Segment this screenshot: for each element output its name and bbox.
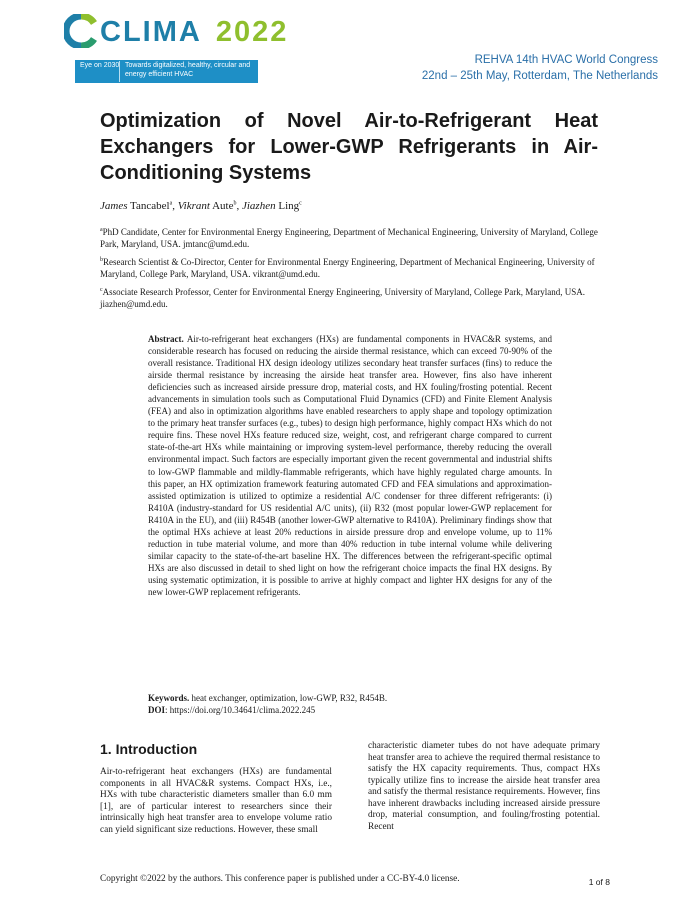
keywords [148,693,387,703]
author-1-first: James [100,200,128,212]
logo-word: CLIMA [100,16,202,48]
affiliation-a-sup: a [100,227,103,233]
doi-label: DOI [148,705,166,715]
author-sep: , [236,200,242,212]
author-2-last: Aute [209,200,234,212]
keywords-label: Keywords. [148,693,190,703]
tagline-divider [119,61,120,82]
abstract-text: Air-to-refrigerant heat exchangers (HXs) are fundamental components in HVAC&R systems, and considerable research has focused on reducing the airside thermal resistance, which can exceed 70-90% of the overall resistance. Traditional HX design ideology utilizes secondary heat transfer surfaces (fins) to reduce the airside thermal resistance by increasing the airside heat transfer area. However, fins also have inherent deficiencies such as increased airside pressure drop, material costs, and HX fouling/frosting potential. Recent advancements in simulation tools such as Computational Fluid Dynamics (CFD) and Finite Element Analysis (FEA) and also in optimization algorithms have enabled researchers to apply shape and topology optimization to the primary heat transfer surfaces (e.g., tubes) to design high performance, highly compact HXs which do not require fins. These novel HXs feature reduced size, weight, cost, and refrigerant charge compared to current state-of-the-art HXs while maintaining or improving system-level performance, thereby reducing the overall environmental impact. Such factors are especially important given the recent governmental and industrial shifts to low-GWP flammable and mildly-flammable refrigerants, which have highly regulated charge amounts. In this paper, an HX optimization framework featuring automated CFD and FEA simulations and approximation-assisted optimization is utilized to optimize a residential A/C condenser for three different refrigerants: (i) R410A (industry-standard for US residential A/C units), (ii) R32 (most popular lower-GWP replacement for R410A in the EU), and (iii) R454B (another lower-GWP alternative to R410A). Preliminary findings show that the optimal HXs achieve at least 20% reductions in airside pressure drop and envelope volume, up to 11% reduction in tube material volume, and more than 40% reduction in tube internal volume while delivering similar capacity to the state-of-the-art baseline HX. The differences between the refrigerant-specific optimal HXs are also discussed in detail to shed light on how the refrigerant choice impacts the final HX designs. By using systematic optimization, it is possible to arrive at highly compact and lighter HX designs for any of the new lower-GWP replacement refrigerants. [148,334,552,597]
abstract [148,333,552,598]
author-1-sup: a [169,200,173,207]
affiliation-b [100,254,598,280]
author-2-first: Vikrant [177,200,210,212]
author-2-sup: b [233,200,237,207]
affiliation-b-sup: b [100,257,103,263]
affiliation-a [100,224,598,250]
tagline-eye-on-2030: Eye on 2030 [80,62,120,69]
affiliation-b-text: Research Scientist & Co-Director, Center for Environmental Energy Engineering, Department of Mechanical Engineering, University of Maryland, College Park, Maryland, USA. vikrant@umd.edu. [100,257,595,279]
affiliation-c-sup: c [100,287,103,293]
page-number: 1 of 8 [588,877,610,887]
author-3-last: Ling [275,200,300,212]
clima-logo-icon [64,14,98,48]
affiliation-a-text: PhD Candidate, Center for Environmental Energy Engineering, Department of Mechanical Engineering, University of Maryland, College Park, Maryland, USA. jmtanc@umd.edu. [100,227,598,249]
keywords-text: heat exchanger, optimization, low-GWP, R32, R454B. [189,693,388,703]
author-3-first: Jiazhen [241,200,276,212]
conference-date-place: 22nd – 25th May, Rotterdam, The Netherlands [421,70,658,82]
body-column-right: characteristic diameter tubes do not have adequate primary heat transfer area to achieve the required thermal resistance to satisfy the HX capacity requirements. Thus, compact HXs typically utilize fins to increase the airside heat transfer area and satisfy the thermal resistance requirements. However, fins have inherent drawbacks including increased airside pressure drop, material consumption, and fouling/frosting potential. Recent [368,741,600,832]
doi-link[interactable]: : https://doi.org/10.34641/clima.2022.245 [165,705,316,715]
author-sep: , [172,200,178,212]
copyright-footer: Copyright ©2022 by the authors. This conference paper is published under a CC-BY-4.0 license. [100,874,460,884]
author-1-last: Tancabel [127,200,170,212]
conference-name: REHVA 14th HVAC World Congress [474,54,658,66]
author-list [100,200,302,212]
doi [148,705,315,715]
logo-year: 2022 [215,16,289,48]
tagline-text: Towards digitalized, healthy, circular and energy efficient HVAC [125,62,251,78]
body-column-left: Air-to-refrigerant heat exchangers (HXs) are fundamental components in all HVAC&R systems. Compact HXs, i.e., HXs with tube characteristic diameters smaller than 6.0 mm [1], are of particular interest to researchers since their intrinsically high heat transfer area to envelope volume ratio can yield significant size reductions. However, these small [100,767,332,835]
abstract-label: Abstract. [148,334,184,344]
section-heading-introduction: 1. Introduction [100,741,198,757]
author-3-sup: c [299,200,302,207]
paper-title: Optimization of Novel Air-to-Refrigerant Heat Exchangers for Lower-GWP Refrigerants in Air-Conditioning Systems [100,110,598,184]
clima-logo-text [100,14,288,50]
affiliation-c-text: Associate Research Professor, Center for Environmental Energy Engineering, University of Maryland, College Park, Maryland, USA. jiazhen@umd.edu. [100,287,586,309]
affiliation-c [100,284,598,310]
